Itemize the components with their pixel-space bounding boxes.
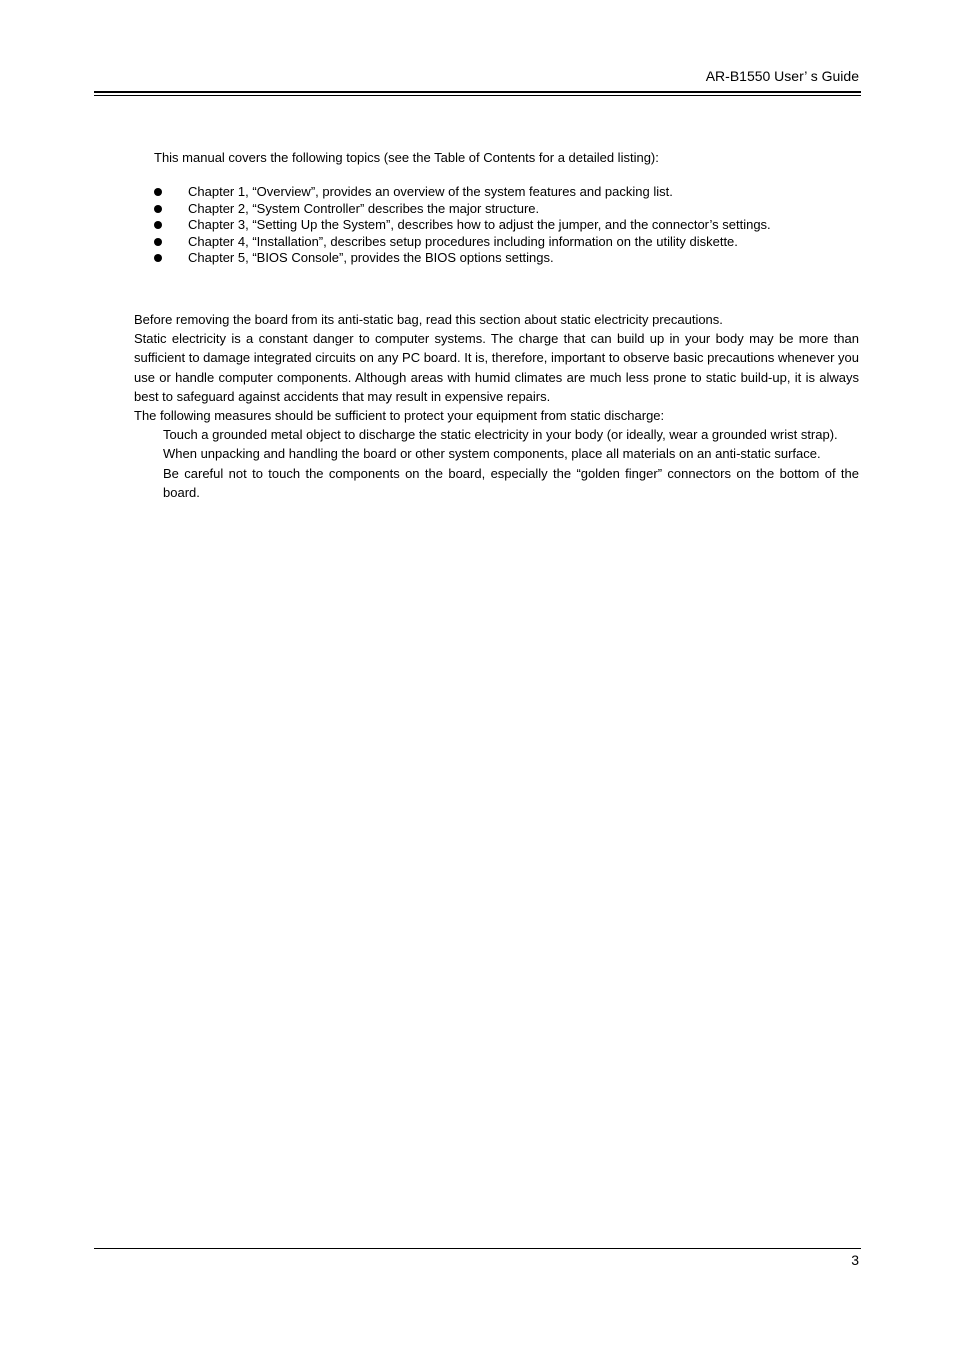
page-number: 3 xyxy=(851,1252,859,1268)
bullet-icon xyxy=(154,221,162,229)
header-rule-thin xyxy=(94,95,861,96)
bullet-icon xyxy=(154,254,162,262)
static-precautions-section xyxy=(134,310,859,502)
chapter-list-item xyxy=(154,184,864,201)
chapter-list-item xyxy=(154,217,864,234)
chapter-list xyxy=(154,184,864,267)
measures-list xyxy=(134,425,859,502)
page-header-title: AR-B1550 User’ s Guide xyxy=(705,68,859,84)
measure-item: When unpacking and handling the board or other system components, place all materials on an anti-static surface. xyxy=(163,446,821,462)
chapter-text: Chapter 5, “BIOS Console”, provides the BIOS options settings. xyxy=(188,250,554,266)
chapter-text: Chapter 2, “System Controller” describes the major structure. xyxy=(188,200,540,216)
static-body: Static electricity is a constant danger to computer systems. The charge that can build up in your body may be more than sufficient to damage integrated circuits on any PC board. It is, therefore, important to observe basic precautions whenever you use or handle computer components. Although areas with humid climates are much less prone to static build-up, it is always best to safeguard against accidents that may result in expensive repairs. xyxy=(134,331,859,404)
chapter-text: Chapter 1, “Overview”, provides an overview of the system features and packing list. xyxy=(188,184,673,199)
static-lead: Before removing the board from its anti-static bag, read this section about static electricity precautions. xyxy=(134,312,723,327)
measures-intro: The following measures should be sufficient to protect your equipment from static discharge: xyxy=(134,408,665,424)
chapter-list-item xyxy=(154,201,864,218)
chapter-text: Chapter 4, “Installation”, describes setup procedures including information on the utility diskette. xyxy=(188,233,738,249)
measure-item: Be careful not to touch the components on the board, especially the “golden finger” connectors on the bottom of the board. xyxy=(163,465,859,500)
chapter-list-item xyxy=(154,250,864,267)
chapter-list-item xyxy=(154,234,864,251)
bullet-icon xyxy=(154,188,162,196)
bullet-icon xyxy=(154,238,162,246)
bullet-icon xyxy=(154,205,162,213)
footer-rule xyxy=(94,1248,861,1249)
intro-text: This manual covers the following topics (see the Table of Contents for a detailed listing): xyxy=(154,150,659,165)
chapter-text: Chapter 3, “Setting Up the System”, describes how to adjust the jumper, and the connector’s settings. xyxy=(188,217,771,233)
header-rule xyxy=(94,91,861,93)
measure-item: Touch a grounded metal object to discharge the static electricity in your body (or ideally, wear a grounded wrist strap). xyxy=(163,427,838,443)
